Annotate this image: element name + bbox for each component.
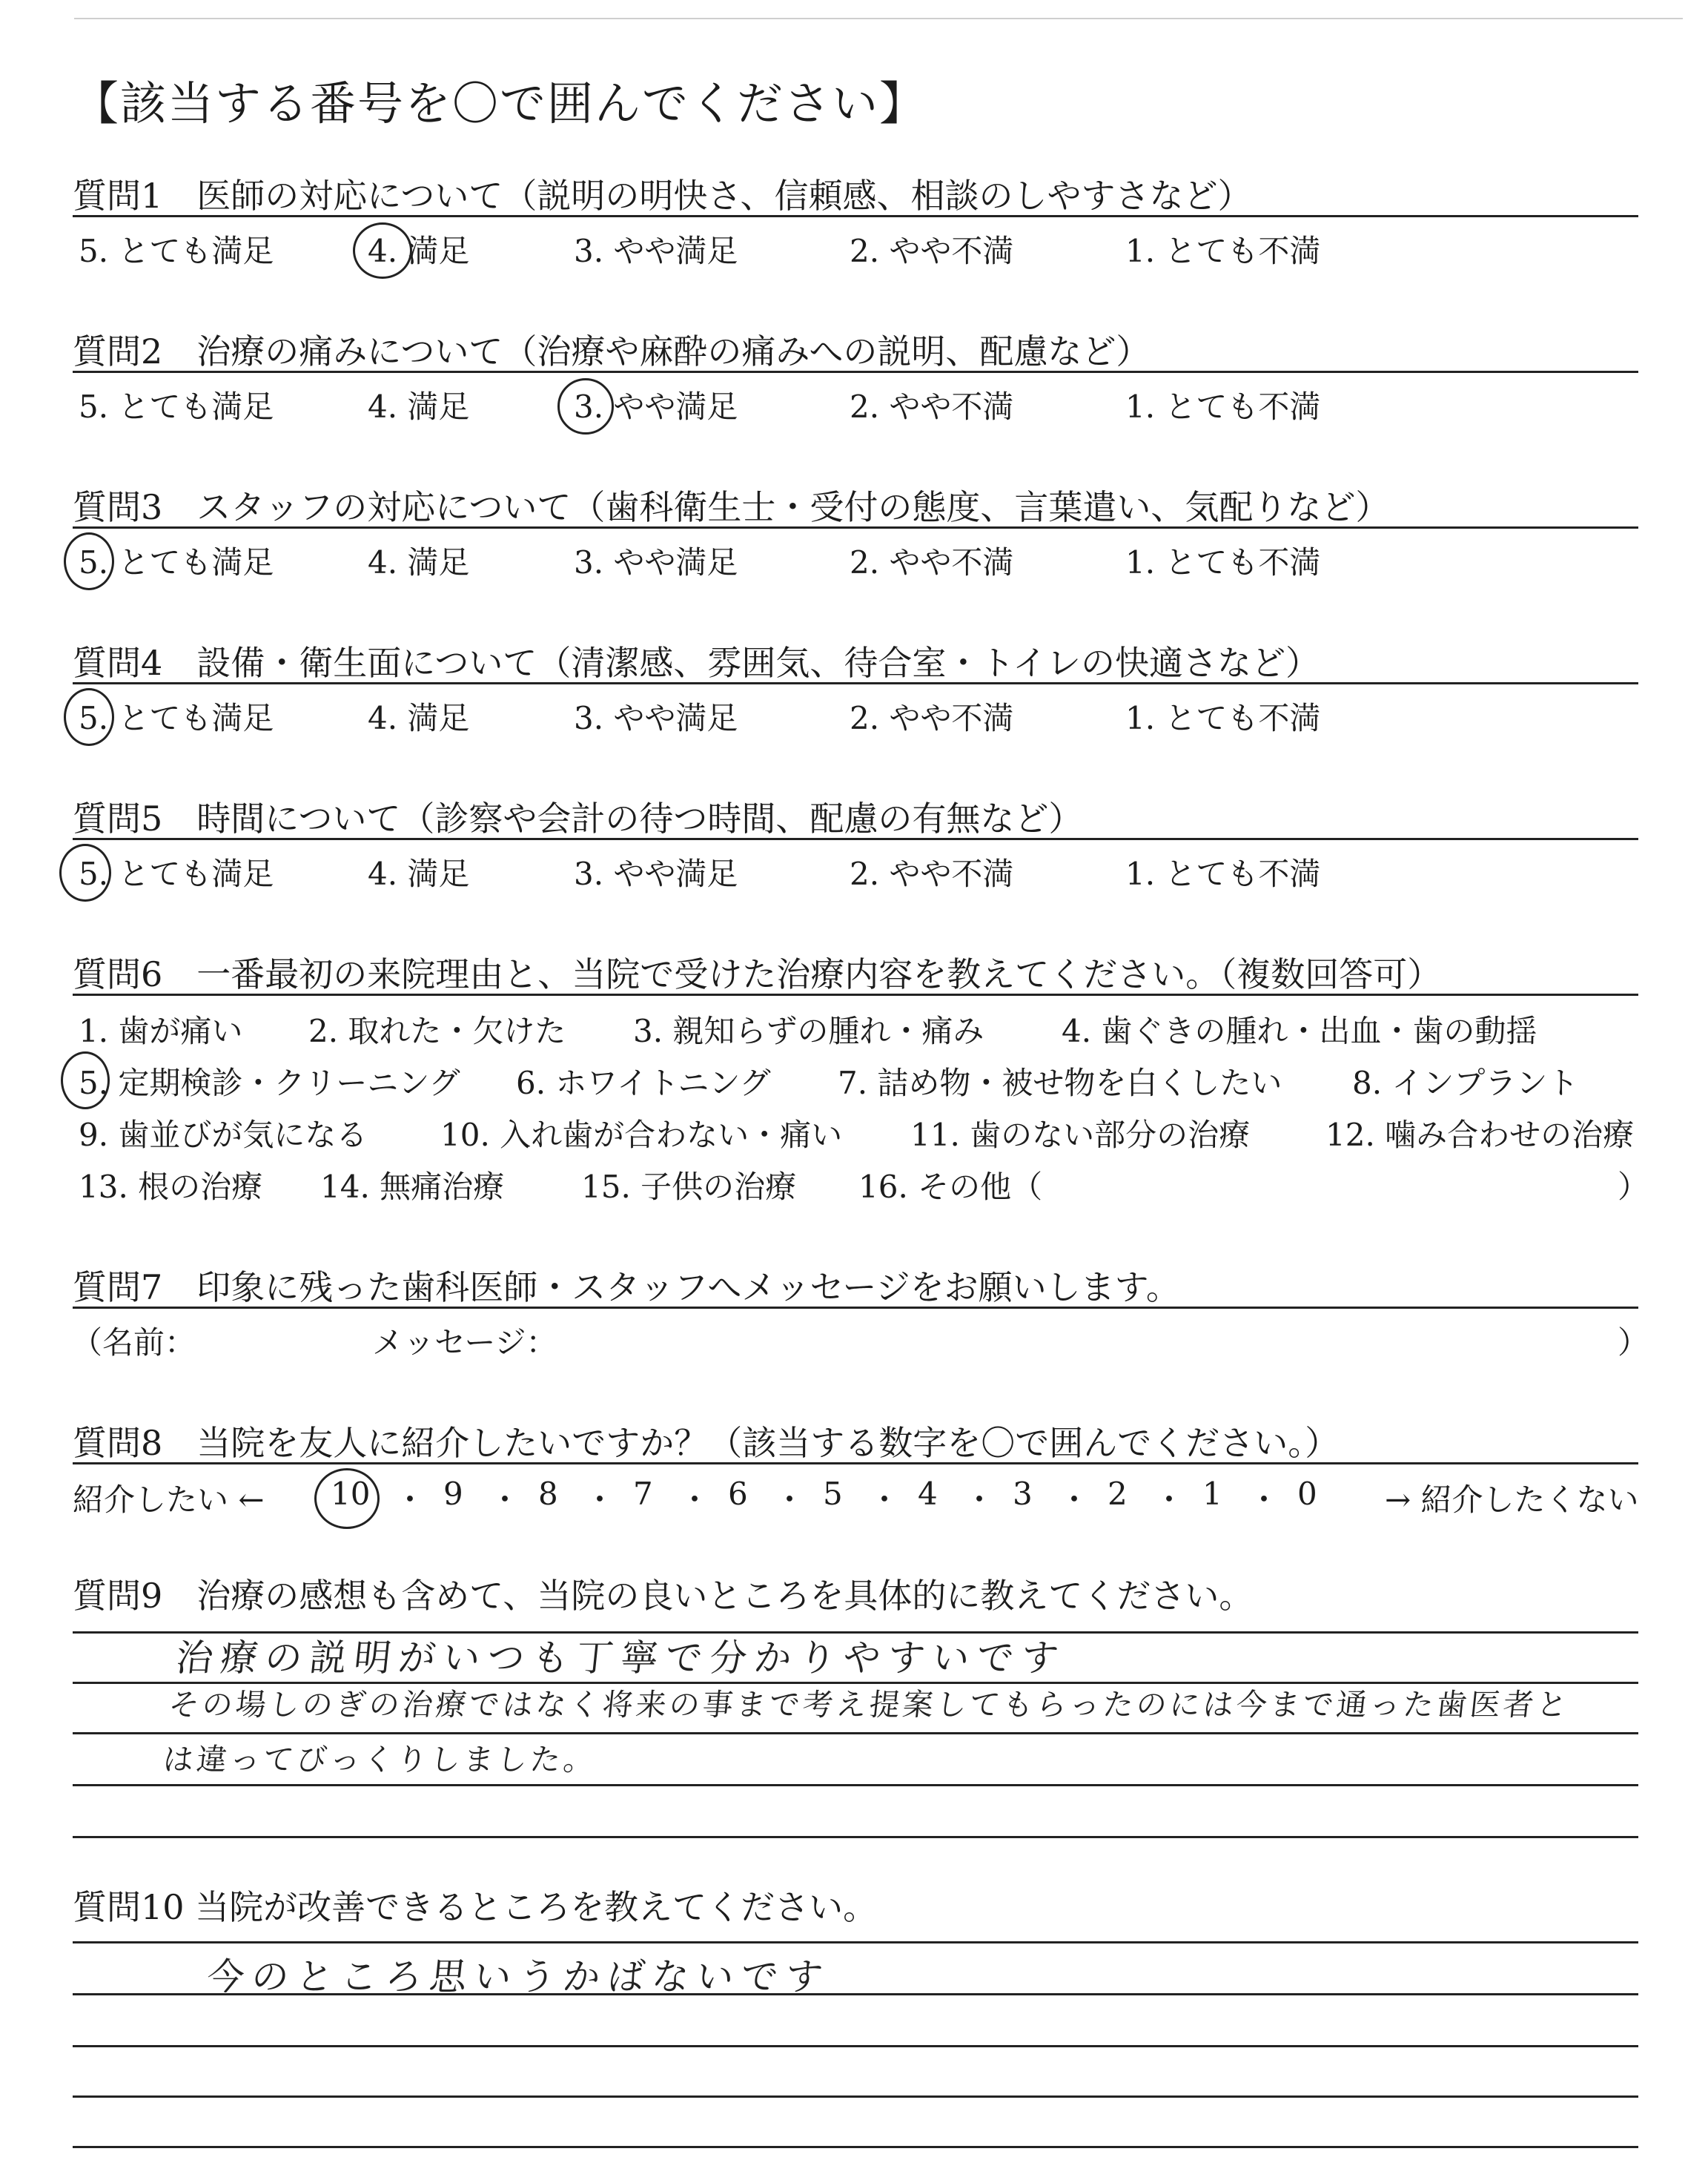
- top-border: [74, 18, 1683, 19]
- scale-4[interactable]: 4: [918, 1476, 938, 1512]
- option-4[interactable]: 4. 歯ぐきの腫れ・出血・歯の動揺: [1062, 1013, 1537, 1049]
- scale-separator: ・: [869, 1482, 901, 1518]
- selected-circle-q6: [61, 1051, 110, 1109]
- option-2[interactable]: 2. やや不満: [850, 700, 1014, 736]
- option-3[interactable]: 3. 親知らずの腫れ・痛み: [633, 1013, 984, 1049]
- option-12[interactable]: 12. 噛み合わせの治療: [1325, 1117, 1635, 1153]
- scale-separator: ・: [1248, 1482, 1280, 1518]
- question-6-rule: [73, 994, 1638, 996]
- question-6-title: 質問6 一番最初の来院理由と、当院で受けた治療内容を教えてください。（複数回答可）: [73, 954, 1442, 994]
- option-13[interactable]: 13. 根の治療: [79, 1169, 263, 1205]
- question-9-title: 質問9 治療の感想も含めて、当院の良いところを具体的に教えてください。: [73, 1576, 1254, 1616]
- scale-separator: ・: [394, 1482, 426, 1518]
- selected-circle-q1: [353, 222, 412, 279]
- selected-circle-q2: [557, 378, 614, 435]
- scale-2[interactable]: 2: [1108, 1476, 1128, 1512]
- option-6[interactable]: 6. ホワイトニング: [516, 1065, 771, 1101]
- option-2[interactable]: 2. やや不満: [850, 233, 1014, 269]
- option-5[interactable]: 5. とても満足: [79, 233, 274, 269]
- question-4-options: [73, 694, 1638, 739]
- option-3[interactable]: 3. やや満足: [574, 233, 738, 269]
- page-title: 【該当する番号を〇で囲んでください】: [73, 76, 927, 131]
- option-5[interactable]: 5. とても満足: [79, 856, 274, 892]
- question-8-rule: [73, 1462, 1638, 1464]
- question-3-rule: [73, 526, 1638, 529]
- option-2[interactable]: 2. やや不満: [850, 389, 1014, 425]
- scale-7[interactable]: 7: [633, 1476, 653, 1512]
- question-3-options: [73, 538, 1638, 583]
- option-15[interactable]: 15. 子供の治療: [581, 1169, 797, 1205]
- option-1[interactable]: 1. とても不満: [1125, 544, 1321, 581]
- question-2-title: 質問2 治療の痛みについて（治療や麻酔の痛みへの説明、配慮など）: [73, 331, 1151, 371]
- message-label: メッセージ：: [372, 1324, 557, 1361]
- option-8[interactable]: 8. インプラント: [1352, 1065, 1579, 1101]
- question-2-options: [73, 383, 1638, 427]
- referral-scale: [73, 1476, 1659, 1520]
- question-5-rule: [73, 838, 1638, 840]
- question-7-title: 質問7 印象に残った歯科医師・スタッフへメッセージをお願いします。: [73, 1267, 1180, 1307]
- scale-10[interactable]: 10: [331, 1476, 371, 1512]
- answer-line: [73, 2146, 1638, 2148]
- scale-separator: ・: [1153, 1482, 1185, 1518]
- answer-line: [73, 2045, 1638, 2047]
- question-6-row-4: [73, 1163, 1659, 1207]
- question-6-row-1: [73, 1007, 1659, 1051]
- option-4[interactable]: 4. 満足: [368, 856, 470, 892]
- option-5[interactable]: 5. とても満足: [79, 389, 274, 425]
- question-2-rule: [73, 371, 1638, 373]
- question-8-title: 質問8 当院を友人に紹介したいですか？（該当する数字を〇で囲んでください。）: [73, 1423, 1340, 1463]
- option-11[interactable]: 11. 歯のない部分の治療: [910, 1117, 1251, 1153]
- scale-separator: ・: [679, 1482, 711, 1518]
- option-3[interactable]: 3. やや満足: [574, 389, 738, 425]
- scale-left-label: 紹介したい ←: [73, 1482, 265, 1518]
- option-7[interactable]: 7. 詰め物・被せ物を白くしたい: [838, 1065, 1282, 1101]
- option-5[interactable]: 5. とても満足: [79, 544, 274, 581]
- question-6-row-2: [73, 1059, 1659, 1103]
- question-3-title: 質問3 スタッフの対応について（歯科衛生士・受付の態度、言葉遣い、気配りなど）: [73, 487, 1390, 527]
- handwritten-answer-q10: 今のところ思いうかばないです: [205, 1955, 833, 1998]
- option-3[interactable]: 3. やや満足: [574, 856, 738, 892]
- scale-separator: ・: [774, 1482, 806, 1518]
- answer-line: [73, 1941, 1638, 1943]
- question-1-rule: [73, 215, 1638, 217]
- scale-separator: ・: [584, 1482, 616, 1518]
- option-2[interactable]: 2. 取れた・欠けた: [308, 1013, 566, 1049]
- selected-circle-q4: [64, 688, 114, 746]
- option-2[interactable]: 2. やや不満: [850, 544, 1014, 581]
- selected-circle-q8: [314, 1468, 380, 1529]
- option-14[interactable]: 14. 無痛治療: [320, 1169, 505, 1205]
- selected-circle-q5: [59, 844, 111, 902]
- scale-1[interactable]: 1: [1202, 1476, 1222, 1512]
- scale-8[interactable]: 8: [538, 1476, 558, 1512]
- option-4[interactable]: 4. 満足: [368, 544, 470, 581]
- question-1-options: [73, 227, 1638, 271]
- option-1[interactable]: 1. とても不満: [1125, 233, 1321, 269]
- option-10[interactable]: 10. 入れ歯が合わない・痛い: [440, 1117, 843, 1153]
- option-3[interactable]: 3. やや満足: [574, 700, 738, 736]
- question-10-title: 質問10 当院が改善できるところを教えてください。: [73, 1887, 878, 1927]
- answer-line: [73, 1836, 1638, 1838]
- scale-separator: ・: [489, 1482, 521, 1518]
- option-5[interactable]: 5. 定期検診・クリーニング: [79, 1065, 460, 1101]
- scale-0[interactable]: 0: [1297, 1476, 1317, 1512]
- question-4-title: 質問4 設備・衛生面について（清潔感、雰囲気、待合室・トイレの快適さなど）: [73, 643, 1320, 683]
- name-label: （名前：: [71, 1324, 196, 1361]
- option-4[interactable]: 4. 満足: [368, 389, 470, 425]
- option-4[interactable]: 4. 満足: [368, 233, 470, 269]
- question-7-rule: [73, 1307, 1638, 1309]
- option-1[interactable]: 1. とても不満: [1125, 700, 1321, 736]
- question-6-row-3: [73, 1111, 1659, 1155]
- option-2[interactable]: 2. やや不満: [850, 856, 1014, 892]
- question-5-options: [73, 850, 1638, 894]
- scale-3[interactable]: 3: [1013, 1476, 1033, 1512]
- handwritten-answer-q9-line-2: その場しのぎの治療ではなく将来の事まで考え提案してもらったのには今まで通った歯医者とは違ってびっくりしました。: [161, 1687, 1572, 1777]
- question-4-rule: [73, 682, 1638, 684]
- answer-line: [73, 2095, 1638, 2098]
- option-1[interactable]: 1. 歯が痛い: [79, 1013, 243, 1049]
- scale-6[interactable]: 6: [728, 1476, 748, 1512]
- option-1[interactable]: 1. とても不満: [1125, 389, 1321, 425]
- option-1[interactable]: 1. とても不満: [1125, 856, 1321, 892]
- question-1-title: 質問1 医師の対応について（説明の明快さ、信頼感、相談のしやすさなど）: [73, 176, 1252, 216]
- handwritten-answer-q9-line-1: 治療の説明がいつも丁寧で分かりやすいです: [173, 1636, 1068, 1680]
- option-9[interactable]: 9. 歯並びが気になる: [79, 1117, 368, 1153]
- other-close-paren: ）: [1618, 1169, 1649, 1205]
- option-5[interactable]: 5. とても満足: [79, 700, 274, 736]
- question-5-title: 質問5 時間について（診察や会計の待つ時間、配慮の有無など）: [73, 799, 1083, 839]
- message-close-paren: ）: [1618, 1324, 1649, 1361]
- option-16[interactable]: 16. その他（: [858, 1169, 1043, 1205]
- scale-5[interactable]: 5: [823, 1476, 843, 1512]
- selected-circle-q3: [64, 532, 114, 590]
- scale-right-label: → 紹介したくない: [1385, 1482, 1639, 1518]
- scale-separator: ・: [964, 1482, 996, 1518]
- option-4[interactable]: 4. 満足: [368, 700, 470, 736]
- scale-separator: ・: [1059, 1482, 1090, 1518]
- option-3[interactable]: 3. やや満足: [574, 544, 738, 581]
- scale-9[interactable]: 9: [443, 1476, 463, 1512]
